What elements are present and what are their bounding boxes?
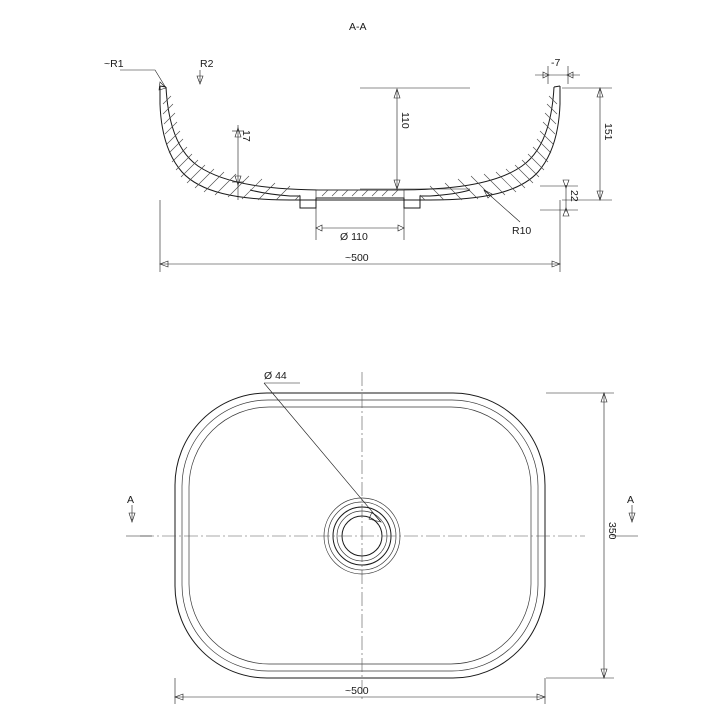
section-view-aa (104, 21, 614, 272)
basin-plan-rim-inner (182, 400, 538, 671)
section-hatching-base (322, 190, 398, 196)
dim-inner-depth-label: 110 (399, 112, 411, 129)
dim-base-diameter-label: Ø 110 (340, 231, 368, 243)
rim-right-edge (554, 86, 560, 87)
dim-plan-width (175, 678, 545, 704)
dim-rim-thickness-label: -7 (551, 57, 561, 69)
dim-total-height-label: 151 (602, 123, 614, 141)
dim-drain-diameter-label: Ø 44 (264, 370, 287, 382)
dim-plan-depth (546, 393, 618, 678)
dim-r2 (197, 58, 214, 84)
section-title: A-A (349, 21, 367, 33)
section-hatching-right (420, 96, 557, 200)
dim-r10 (484, 190, 531, 237)
basin-outer-profile (160, 86, 560, 200)
dim-base-diameter (316, 208, 404, 243)
dim-plan-depth-label: 350 (606, 522, 618, 540)
plan-view (126, 370, 638, 704)
basin-inner-surface (166, 87, 554, 190)
section-hatching-left (163, 96, 300, 200)
dim-r10-label: R10 (512, 225, 532, 237)
dim-base-height-label: 22 (568, 190, 580, 202)
dim-rim-thickness (535, 57, 580, 84)
dim-plan-width-label: ~500 (345, 685, 369, 697)
section-mark-left (126, 494, 152, 536)
dim-total-height (562, 88, 614, 200)
basin-plan-outline (175, 393, 545, 678)
basin-plan-bowl-edge (189, 407, 531, 664)
dim-wall-thickness-label: 17 (240, 130, 252, 142)
dim-section-width-label: ~500 (345, 252, 369, 264)
dim-r1 (104, 58, 166, 90)
dim-wall-thickness (232, 125, 252, 200)
section-mark-right-label: A (627, 494, 635, 506)
dim-inner-depth (360, 88, 470, 189)
dim-r2-label: R2 (200, 58, 214, 70)
dim-r1-label: ~R1 (104, 58, 124, 70)
section-mark-left-label: A (127, 494, 135, 506)
